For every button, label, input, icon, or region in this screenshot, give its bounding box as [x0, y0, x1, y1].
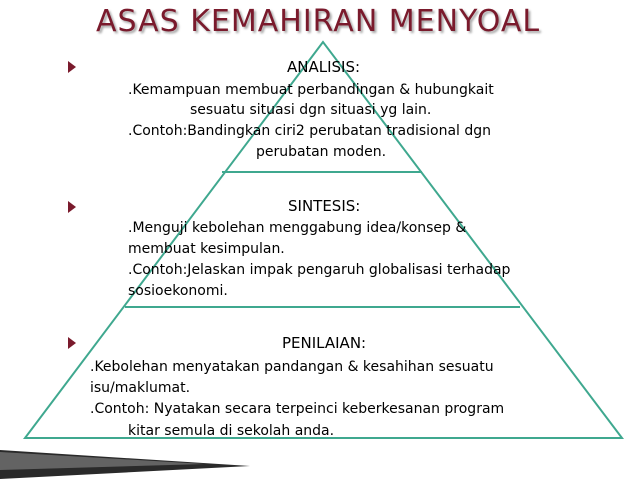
penilaian-line-4: kitar semula di sekolah anda. [128, 423, 335, 439]
analisis-line-4: perubatan moden. [256, 144, 387, 160]
sintesis-line-4: sosioekonomi. [128, 283, 228, 299]
sintesis-line-3: .Contoh:Jelaskan impak pengaruh globalisasi terhadap [128, 262, 511, 278]
bullet-icon [68, 201, 76, 213]
analisis-line-2: sesuatu situasi dgn situasi yg lain. [190, 102, 432, 118]
penilaian-line-1: .Kebolehan menyatakan pandangan & kesahihan sesuatu [90, 359, 494, 375]
sintesis-line-1: .Menguji kebolehan menggabung idea/konsep & [128, 220, 467, 236]
bullet-icon [68, 337, 76, 349]
section-heading-analisis: ANALISIS: [287, 58, 361, 76]
section-heading-penilaian: PENILAIAN: [282, 334, 367, 352]
page-title: ASAS KEMAHIRAN MENYOAL [96, 4, 541, 39]
analisis-line-3: .Contoh:Bandingkan ciri2 perubatan tradisional dgn [128, 123, 492, 139]
section-heading-sintesis: SINTESIS: [288, 197, 361, 215]
analisis-line-1: .Kemampuan membuat perbandingan & hubungkait [128, 82, 494, 98]
sintesis-line-2: membuat kesimpulan. [128, 241, 285, 257]
penilaian-line-2: isu/maklumat. [90, 380, 191, 396]
penilaian-line-3: .Contoh: Nyatakan secara terpeinci keberkesanan program [90, 401, 505, 417]
bullet-icon [68, 61, 76, 73]
